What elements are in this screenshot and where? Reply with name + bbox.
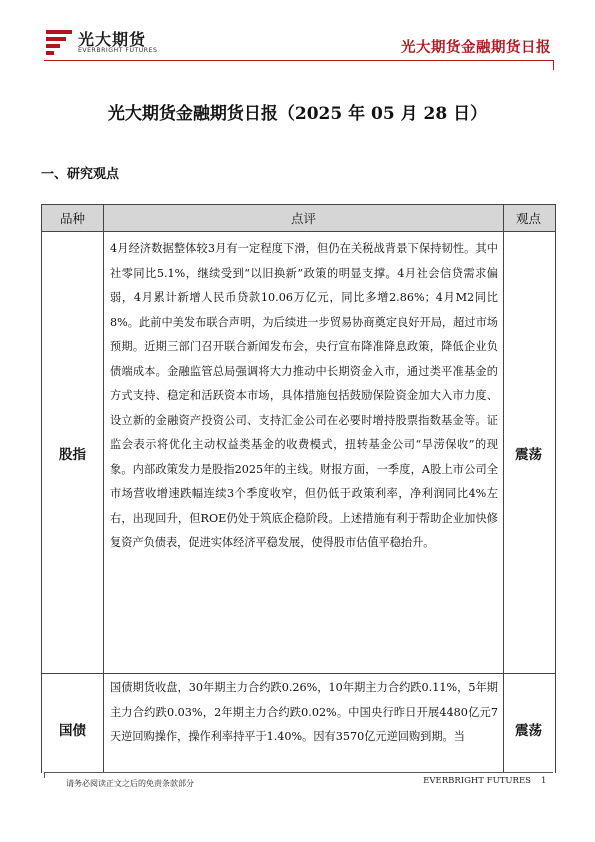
row-category: 股指	[42, 232, 104, 673]
document-title: 光大期货金融期货日报（2025 年 05 月 28 日）	[107, 104, 488, 124]
row-view: 震荡	[515, 446, 542, 463]
footer-disclaimer: 请务必阅读正文之后的免责条款部分	[66, 779, 194, 788]
logo-brand-sub: EVERBRIGHT FUTURES	[78, 47, 158, 54]
table-header-row	[42, 205, 555, 232]
column-header-category: 品种	[42, 205, 104, 231]
footer-divider-tick	[44, 772, 53, 778]
footer-divider	[44, 772, 553, 773]
row-comment: 4月经济数据整体较3月有一定程度下滑，但仍在关税战背景下保持韧性。其中社零同比5.1%，继续受到“以旧换新”政策的明显支撑。4月社会信贷需求偏弱，4月累计新增人民币贷款10.06万亿元，同比多增2.86%；4月M2同比 8%。此前中美发布联合声明，为后续进一步贸易协商奠定良好开局，超过市场预期。近期三部门召开联合新闻发布会，央行宣布降准降息政策，降低企业负债端成本。金融监管总局强调将大力推动中长期资金入市，通过类平准基金的方式支持、稳定和活跃资本市场，具体措施包括鼓励保险资金加大入市力度、设立新的金融资产投资公司、支持汇金公司在必要时增持股票指数基金等。证监会表示将优化主动权益类基金的收费模式，扭转基金公司“旱涝保收”的现象。内部政策发力是股指2025年的主线。财报方面，一季度，A股上市公司全市场营收增速跌幅连续3个季度收窄，但仍低于政策利率，净利润同比4%左右，出现回升，但ROE仍处于筑底企稳阶段。上述措施有利于帮助企业加快修复资产负债表，促进实体经济平稳发展，使得股市估值平稳抬升。	[104, 232, 504, 673]
logo-brand-name: 光大期货	[78, 30, 147, 49]
header-divider-tick	[545, 60, 554, 70]
header-divider	[44, 60, 553, 61]
column-header-comment: 点评	[104, 205, 504, 231]
logo-mark-icon	[44, 26, 74, 56]
page-number: 1	[541, 776, 547, 786]
row-category: 国债	[42, 674, 104, 773]
row-view: 震荡	[515, 723, 542, 739]
research-table	[41, 204, 556, 773]
page-header	[0, 0, 595, 80]
column-header-view: 观点	[515, 211, 541, 226]
footer-brand: EVERBRIGHT FUTURES	[423, 776, 531, 786]
header-report-name: 光大期货金融期货日报	[401, 39, 551, 56]
table-row	[42, 674, 555, 773]
section-heading: 一、研究观点	[41, 167, 120, 182]
table-row	[42, 232, 555, 674]
row-comment: 国债期货收盘，30年期主力合约跌0.26%，10年期主力合约跌0.11%，5年期主力合约跌0.03%，2年期主力合约跌0.02%。中国央行昨日开展4480亿元7天逆回购操作，操作利率持平于1.40%。因有3570亿元逆回购到期。当	[104, 674, 504, 773]
company-logo	[44, 26, 169, 60]
